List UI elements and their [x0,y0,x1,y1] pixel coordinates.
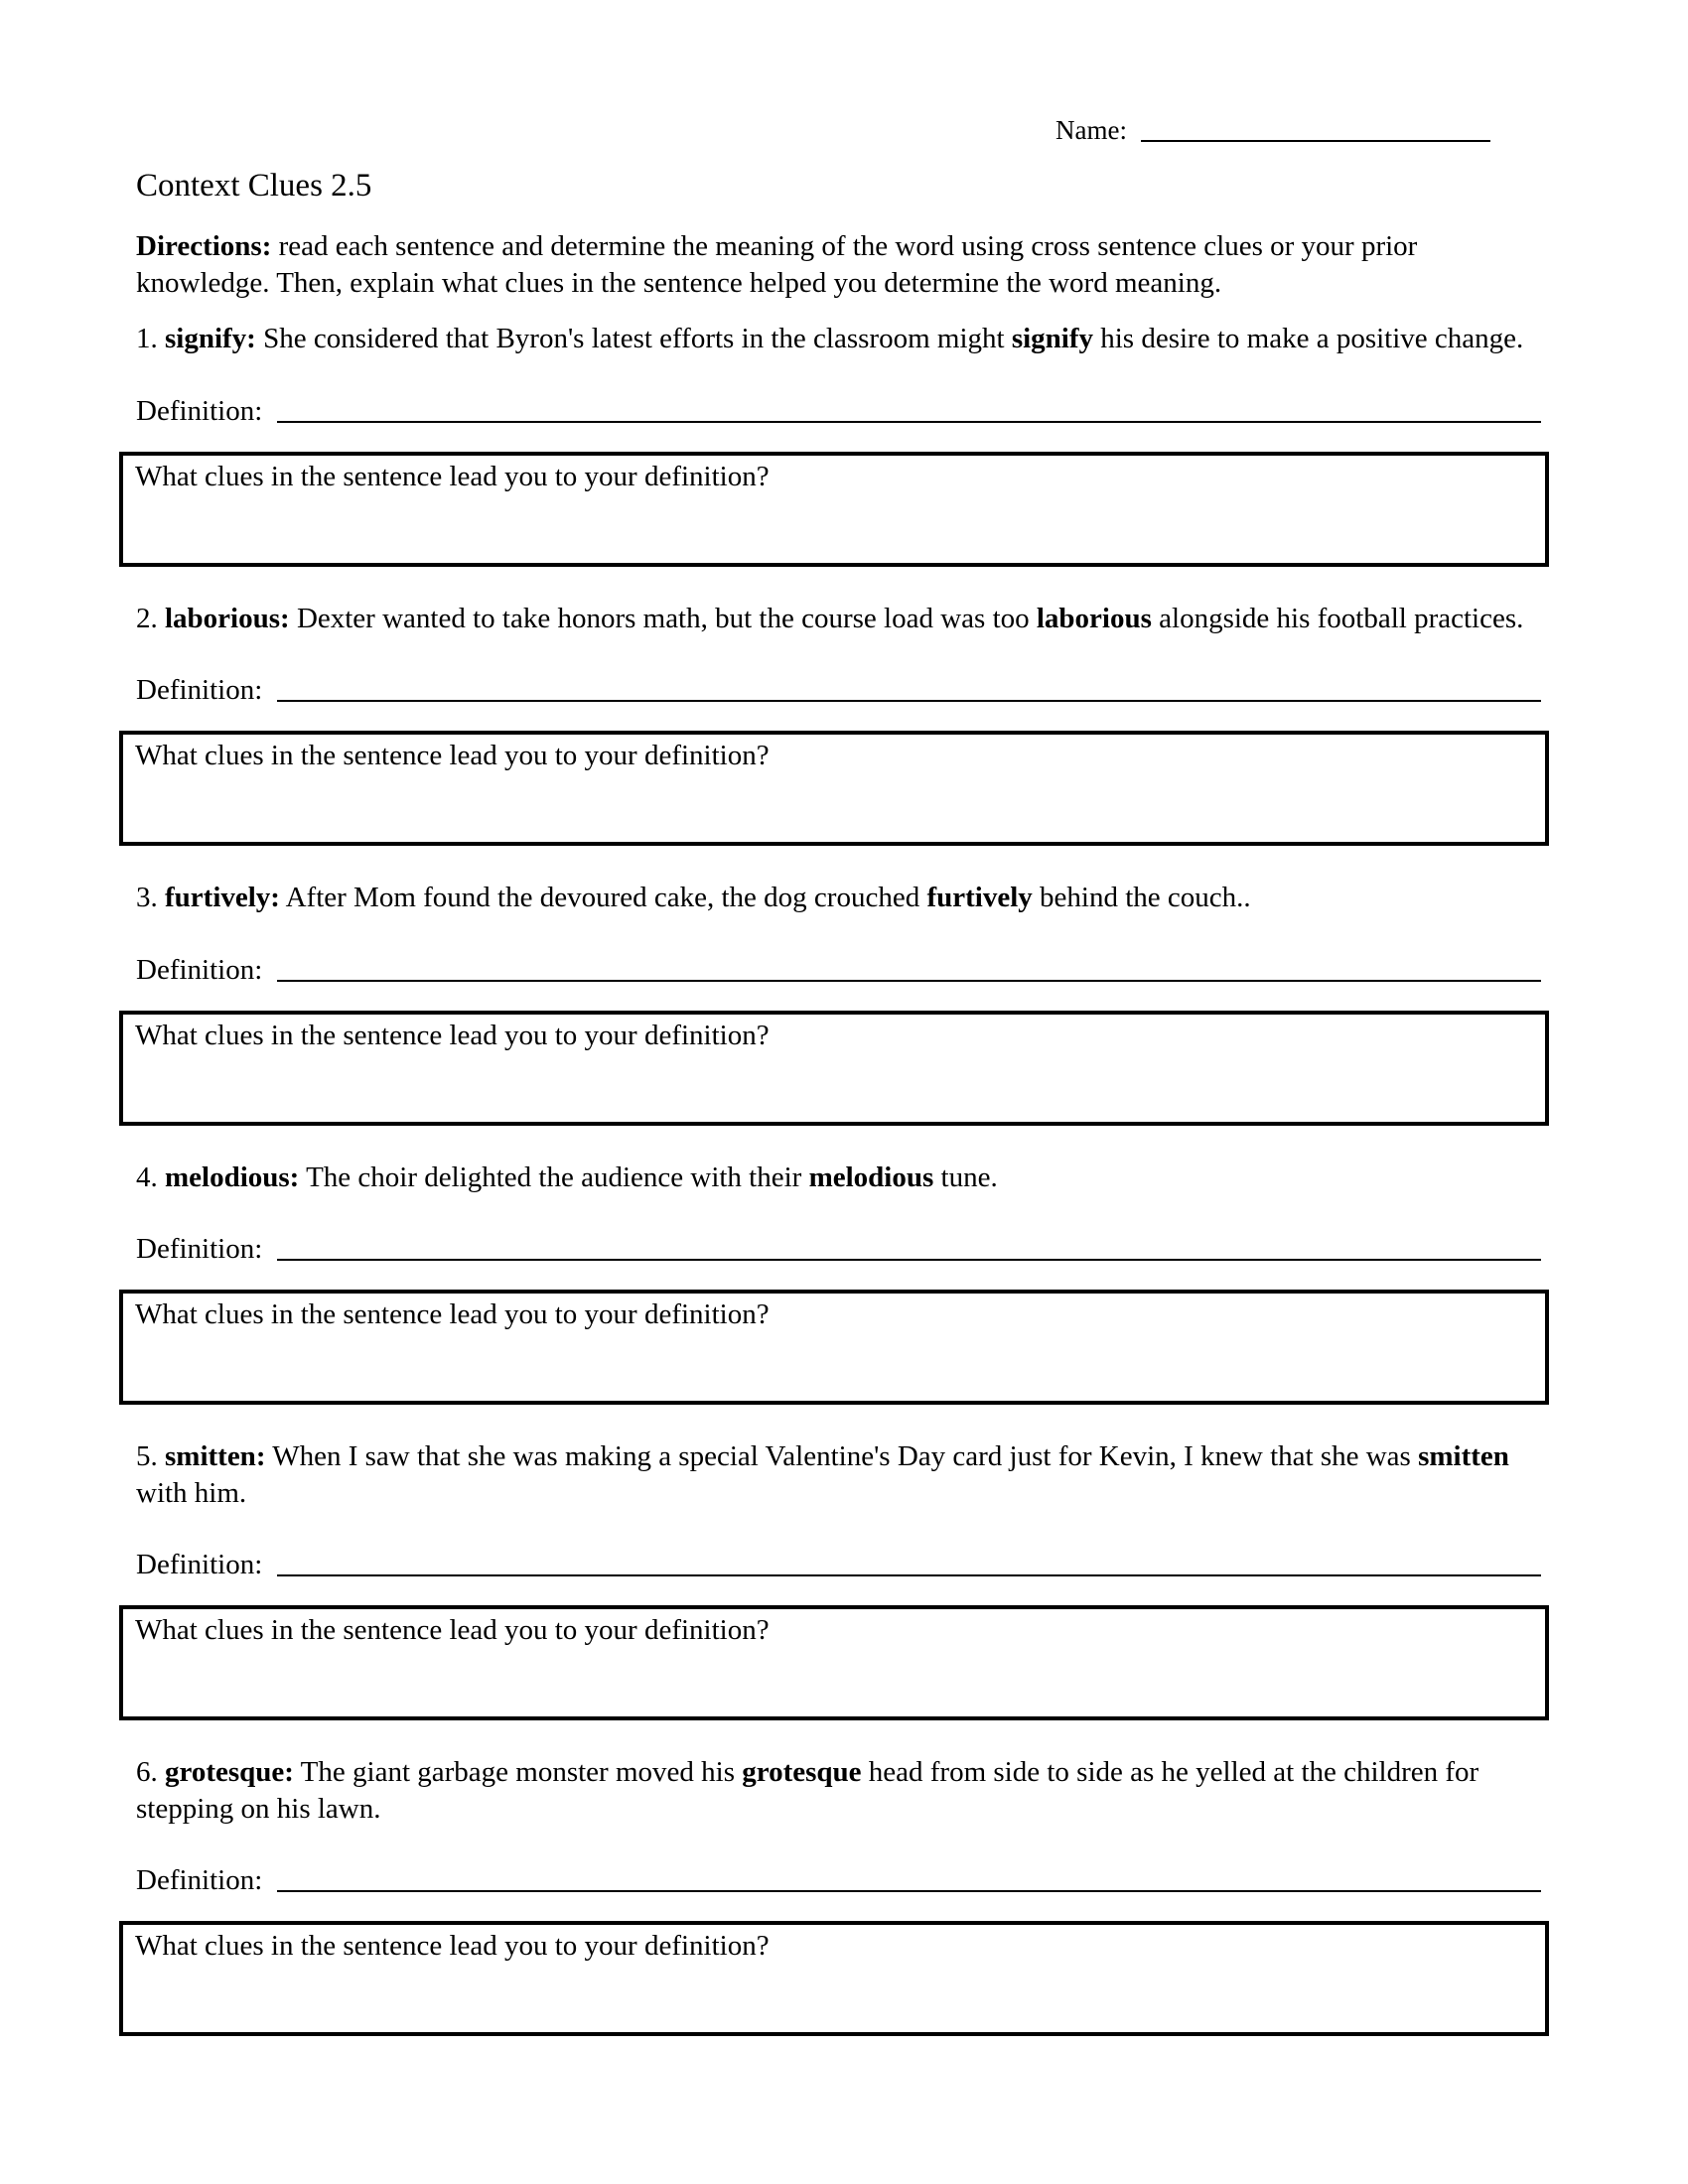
question-6-text-before: The giant garbage monster moved his [293,1756,743,1789]
question-3-definition-blank[interactable] [277,954,1541,982]
question-6-word: grotesque: [157,1756,294,1789]
question-5 [136,1438,1541,1720]
definition-label: Definition: [136,1864,263,1897]
question-1-clue-box[interactable] [119,452,1549,567]
name-label: Name: [1055,115,1127,145]
name-row [0,0,1688,146]
question-4-number: 4. [136,1160,158,1193]
question-2-definition-row [136,674,1541,707]
question-2-word-inline: laborious [1036,602,1152,634]
question-1-definition-row [136,395,1541,428]
question-1-sentence [136,321,1541,357]
question-6-clue-box[interactable] [119,1921,1549,2036]
worksheet-body [136,321,1541,2036]
question-2-text-after: alongside his football practices. [1151,602,1524,634]
question-4-definition-blank[interactable] [277,1233,1541,1261]
name-blank-line[interactable] [1141,116,1490,142]
question-2-word: laborious: [157,602,290,634]
question-3-word: furtively: [157,882,280,914]
page-title: Context Clues 2.5 [136,168,372,204]
question-2-definition-blank[interactable] [277,674,1541,702]
clue-prompt: What clues in the sentence lead you to your definition? [135,1930,770,1963]
question-2-text-before: Dexter wanted to take honors math, but the course load was too [289,602,1037,634]
question-5-text-before: When I saw that she was making a special Valentine's Day card just for Kevin, I knew that she was [265,1440,1419,1473]
question-6-definition-row [136,1864,1541,1897]
question-4 [136,1160,1541,1406]
question-5-definition-blank[interactable] [277,1549,1541,1576]
question-4-text-before: The choir delighted the audience with their [299,1160,809,1193]
question-3-clue-box[interactable] [119,1011,1549,1126]
question-5-number: 5. [136,1440,158,1473]
question-6-word-inline: grotesque [742,1756,862,1789]
question-5-clue-box[interactable] [119,1605,1549,1720]
question-3-word-inline: furtively [926,882,1033,914]
question-5-word-inline: smitten [1418,1440,1509,1473]
directions-label: Directions: [136,230,272,262]
question-1-word-inline: signify [1011,323,1093,355]
clue-prompt: What clues in the sentence lead you to your definition? [135,1019,770,1051]
question-6-number: 6. [136,1756,158,1789]
question-4-sentence [136,1160,1541,1196]
question-4-text-after: tune. [933,1160,998,1193]
clue-prompt: What clues in the sentence lead you to your definition? [135,740,770,772]
clue-prompt: What clues in the sentence lead you to your definition? [135,460,770,492]
question-3-number: 3. [136,882,158,914]
definition-label: Definition: [136,674,263,707]
definition-label: Definition: [136,1549,263,1581]
clue-prompt: What clues in the sentence lead you to your definition? [135,1298,770,1331]
question-1-definition-blank[interactable] [277,395,1541,423]
question-1-word: signify: [157,323,256,355]
question-6-definition-blank[interactable] [277,1864,1541,1892]
question-6-text-after: head from side to side as he yelled at the children for stepping on his lawn. [136,1756,1479,1825]
question-3-sentence [136,880,1541,916]
question-1-text-after: his desire to make a positive change. [1093,323,1524,355]
directions-paragraph [136,228,1541,301]
question-2-number: 2. [136,602,158,634]
question-4-definition-row [136,1233,1541,1266]
question-1-number: 1. [136,323,158,355]
question-2 [136,601,1541,847]
definition-label: Definition: [136,394,263,427]
question-6-sentence [136,1754,1541,1827]
question-2-clue-box[interactable] [119,731,1549,846]
question-1-text-before: She considered that Byron's latest efforts in the classroom might [255,323,1012,355]
question-5-sentence [136,1438,1541,1511]
clue-prompt: What clues in the sentence lead you to your definition? [135,1614,770,1647]
question-2-sentence [136,601,1541,637]
question-6 [136,1754,1541,2036]
definition-label: Definition: [136,953,263,986]
question-3 [136,880,1541,1126]
question-4-word-inline: melodious [808,1160,934,1193]
question-5-text-after: with him. [136,1476,247,1509]
question-5-definition-row [136,1549,1541,1581]
question-5-word: smitten: [157,1440,266,1473]
question-3-text-before: After Mom found the devoured cake, the dog crouched [279,882,927,914]
question-3-text-after: behind the couch.. [1032,882,1251,914]
question-4-clue-box[interactable] [119,1290,1549,1405]
question-3-definition-row [136,954,1541,987]
definition-label: Definition: [136,1233,263,1266]
directions-text: read each sentence and determine the meaning of the word using cross sentence clues or your prior knowledge. Then, explain what clues in the sentence helped you determine the word meaning. [136,230,1418,299]
question-4-word: melodious: [157,1160,300,1193]
question-1 [136,321,1541,567]
